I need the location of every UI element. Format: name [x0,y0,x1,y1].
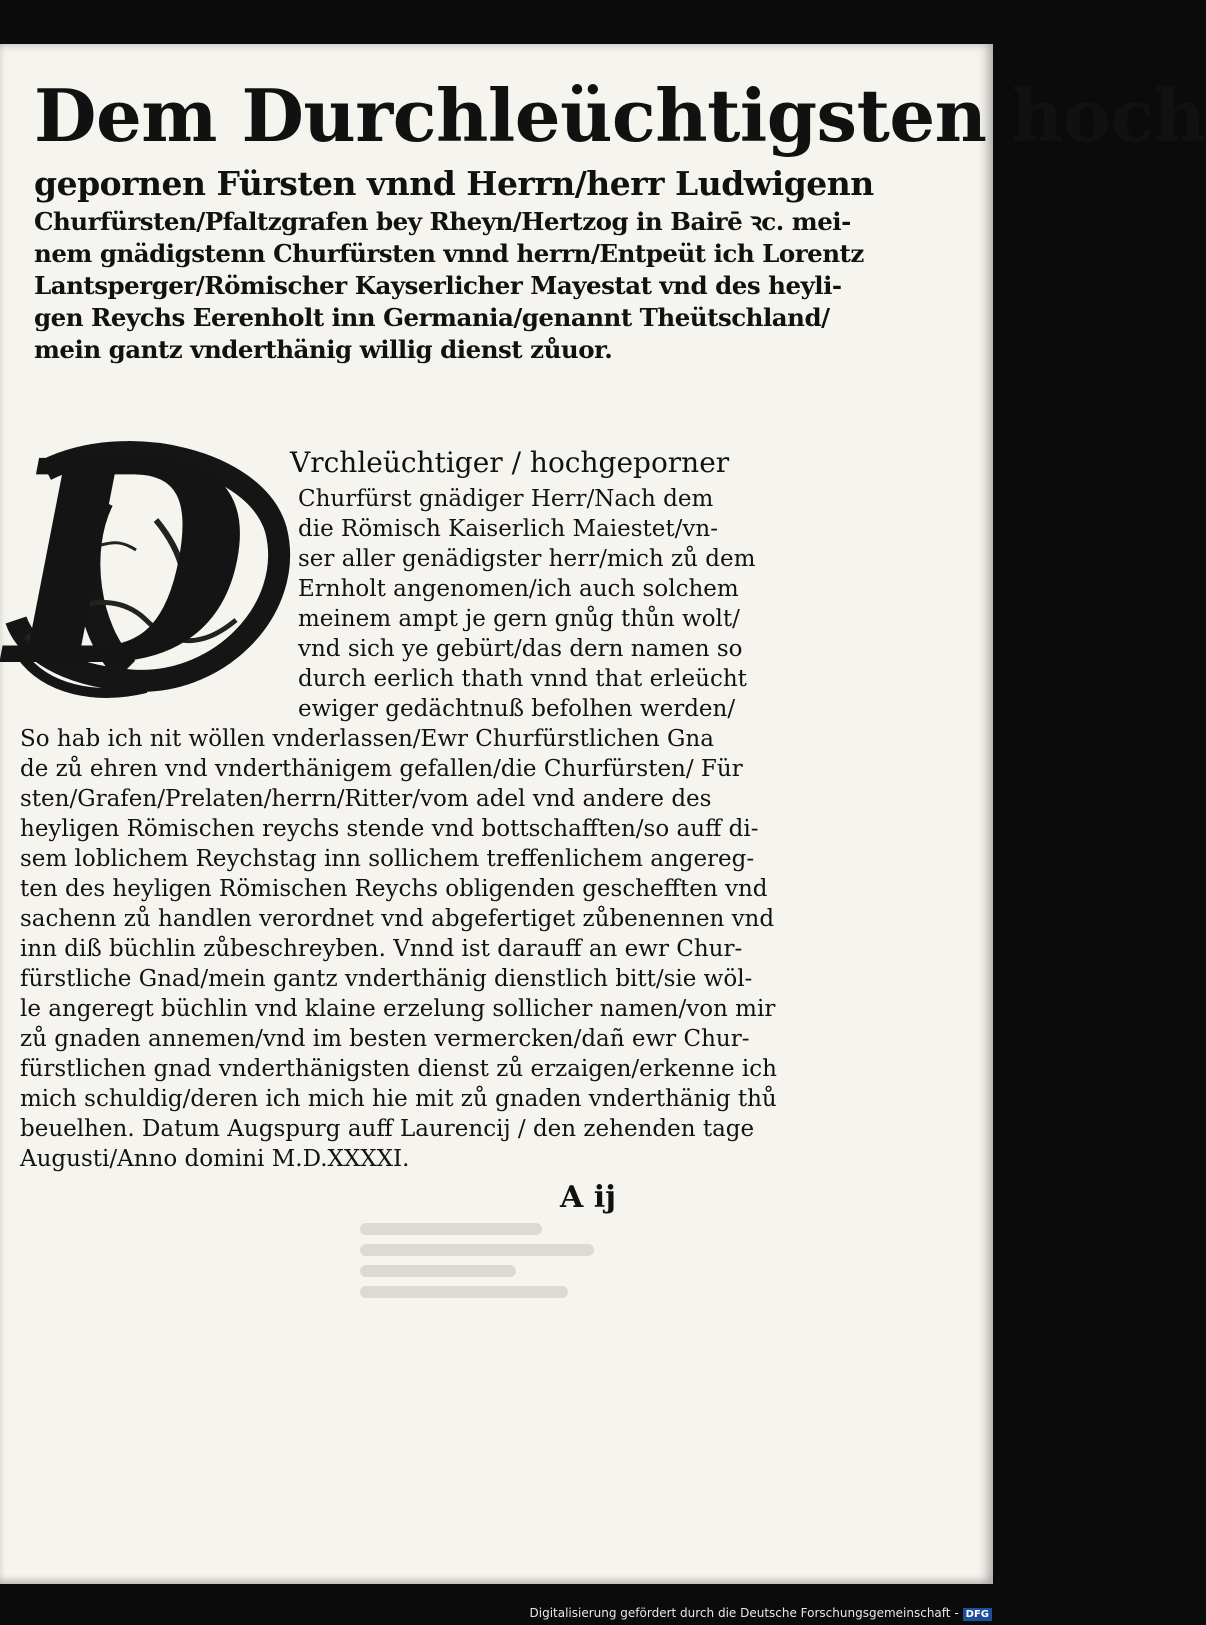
heading-line-2: gepornen Fürsten vnnd Herrn/herr Ludwigenn [34,164,874,203]
body-line: Ernholt angenomen/ich auch solchem [298,576,739,602]
heading-line-3: Churfürsten/Pfaltzgrafen bey Rheyn/Hertzog in Bairē ꝛc. mei- [34,207,851,236]
heading-line-1: Dem Durchleüchtigsten hoch [34,73,1206,158]
dedication-heading [34,70,1206,366]
heading-line-5: Lantsperger/Römischer Kayserlicher Mayestat vnd des heyli- [34,271,842,300]
decorated-initial [6,400,296,729]
heading-line-4: nem gnädigstenn Churfürsten vnnd herrn/Entpeüt ich Lorentz [34,239,864,268]
body-line: meinem ampt je gern gnůg thůn wolt/ [298,606,740,632]
dfg-logo: DFG [963,1608,992,1621]
body-line: ser aller genädigster herr/mich zů dem [298,546,756,572]
body-line: sten/Grafen/Prelaten/herrn/Ritter/vom adel vnd andere des [20,786,712,812]
body-line: de zů ehren vnd vnderthänigem gefallen/die Churfürsten/ Für [20,756,743,782]
body-line: Vrchleüchtiger / hochgeporner [290,446,730,479]
body-line: die Römisch Kaiserlich Maiestet/vn- [298,516,718,542]
body-line: durch eerlich thath vnnd that erleücht [298,666,747,692]
body-line: inn diß büchlin zůbeschreyben. Vnnd ist darauff an ewr Chur- [20,936,743,962]
page-signature: A ij [560,1180,616,1215]
body-line: zů gnaden annemen/vnd im besten vermercken/dañ ewr Chur- [20,1026,750,1052]
heading-line-7: mein gantz vnderthänig willig dienst zůuor. [34,335,613,364]
body-line: heyligen Römischen reychs stende vnd bottschafften/so auff di- [20,816,759,842]
body-line: ten des heyligen Römischen Reychs obligenden geschefften vnd [20,876,768,902]
body-line: sachenn zů handlen verordnet vnd abgefertiget zůbenennen vnd [20,906,775,932]
body-line: So hab ich nit wöllen vnderlassen/Ewr Churfürstlichen Gna [20,726,714,752]
body-line: Augusti/Anno domini M.D.XXXXI. [20,1146,410,1172]
body-line: vnd sich ye gebürt/das dern namen so [298,636,743,662]
footer-credit [530,1606,993,1621]
heading-line-6: gen Reychs Eerenholt inn Germania/genannt Theütschland/ [34,303,830,332]
show-through-text [360,1214,620,1324]
body-line: Churfürst gnädiger Herr/Nach dem [298,486,714,512]
body-line: ewiger gedächtnuß befolhen werden/ [298,696,736,722]
footer-text: Digitalisierung gefördert durch die Deutsche Forschungsgemeinschaft - [529,1606,959,1620]
body-line: sem loblichem Reychstag inn sollichem treffenlichem angereg- [20,846,755,872]
body-line: beuelhen. Datum Augspurg auff Laurencij / den zehenden tage [20,1116,755,1142]
body-line: le angeregt büchlin vnd klaine erzelung sollicher namen/von mir [20,996,776,1022]
body-line: fürstliche Gnad/mein gantz vnderthänig dienstlich bitt/sie wöl- [20,966,753,992]
body-line: fürstlichen gnad vnderthänigsten dienst zů erzaigen/erkenne ich [20,1056,777,1082]
initial-letter: D [6,400,249,729]
body-line: mich schuldig/deren ich mich hie mit zů gnaden vnderthänig thů [20,1086,777,1112]
